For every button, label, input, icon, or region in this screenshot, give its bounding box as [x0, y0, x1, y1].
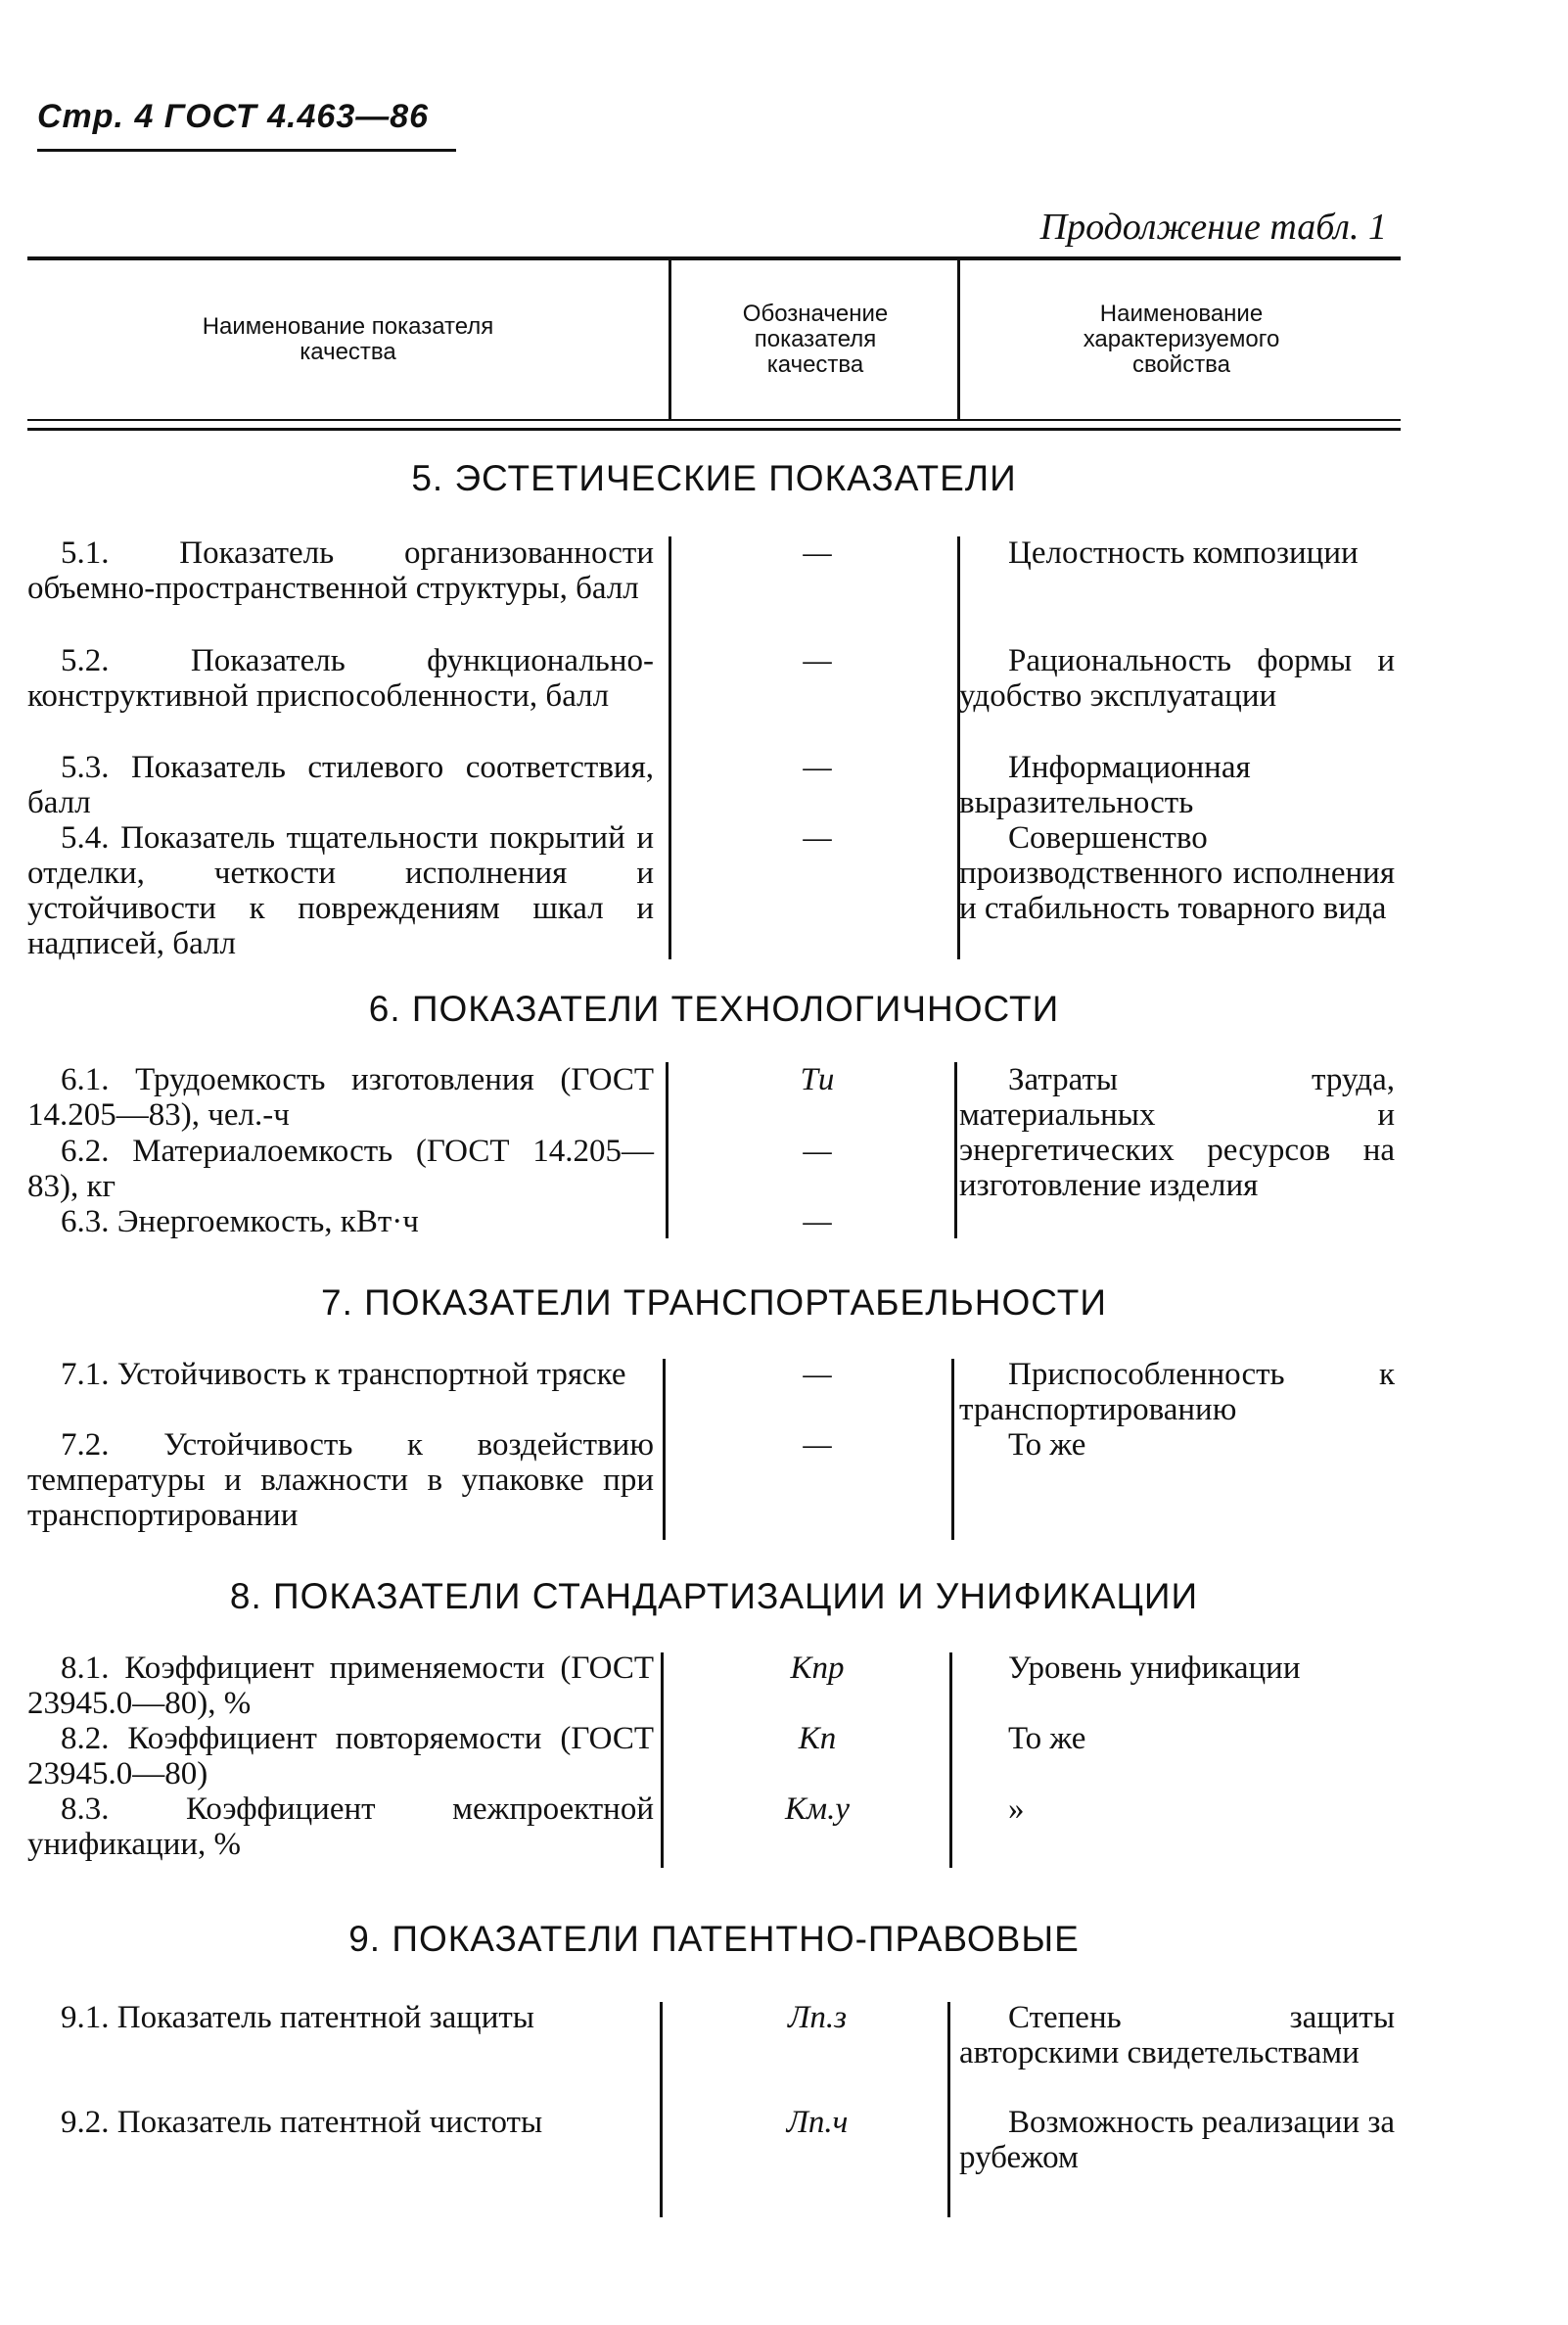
header-underline [37, 149, 456, 152]
column-separator [663, 1359, 666, 1540]
section-title: 5. ЭСТЕТИЧЕСКИЕ ПОКАЗАТЕЛИ [411, 458, 1017, 498]
property-name: Затраты труда, материальных и энергетических ресурсов на изготовление изделия [959, 1062, 1395, 1203]
section-title: 7. ПОКАЗАТЕЛИ ТРАНСПОРТАБЕЛЬНОСТИ [321, 1282, 1107, 1323]
column-separator [661, 1652, 664, 1868]
section-title: 6. ПОКАЗАТЕЛИ ТЕХНОЛОГИЧНОСТИ [368, 989, 1060, 1029]
indicator-name: 9.2. Показатель патентной чистоты [61, 2105, 543, 2140]
indicator-designation: — [803, 1204, 832, 1239]
indicator-name: 5.4. Показатель тщательности покрытий и отделки, четкости исполнения и устойчивости к повреждениям шкал и надписей, балл [27, 820, 654, 961]
column-separator [951, 1359, 954, 1540]
indicator-designation: Лп.з [788, 2000, 847, 2035]
property-name: Совершенство производственного исполнения и стабильность товарного вида [959, 820, 1395, 926]
indicator-designation: Tи [800, 1062, 835, 1097]
property-name: Уровень унификации [1008, 1651, 1301, 1686]
property-name: Степень защиты авторскими свидетельствами [959, 2000, 1395, 2070]
indicator-designation: — [803, 750, 832, 785]
indicator-name: 5.3. Показатель стилевого соответствия, балл [27, 750, 654, 820]
property-name: Информационная выразительность [959, 750, 1251, 820]
indicator-designation: — [803, 643, 832, 678]
column-separator [660, 2002, 663, 2217]
property-name: То же [1008, 1721, 1086, 1756]
column-header-name: Наименование показателя качества [202, 313, 494, 365]
column-header-designation: Обозначение показателя качества [742, 301, 889, 378]
indicator-designation: Лп.ч [786, 2105, 849, 2140]
indicator-name: 7.2. Устойчивость к воздействию температуры и влажности в упаковке при транспортировании [27, 1427, 654, 1533]
table-continuation-label: Продолжение табл. 1 [1039, 207, 1387, 248]
indicator-name: 7.1. Устойчивость к транспортной тряске [61, 1357, 626, 1392]
indicator-designation: Kм.у [785, 1791, 850, 1827]
column-separator [666, 1062, 669, 1238]
indicator-designation: — [803, 820, 832, 856]
indicator-designation: — [803, 535, 832, 571]
column-header-property: Наименование характеризуемого свойства [1083, 301, 1280, 378]
indicator-name: 6.3. Энергоемкость, кВт·ч [61, 1204, 419, 1239]
indicator-name: 8.1. Коэффициент применяемости (ГОСТ 23945.0—80), % [27, 1651, 654, 1721]
indicator-designation: Kп [798, 1721, 837, 1756]
column-separator [957, 260, 960, 419]
indicator-name: 8.2. Коэффициент повторяемости (ГОСТ 23945.0—80) [27, 1721, 654, 1791]
section-title: 9. ПОКАЗАТЕЛИ ПАТЕНТНО-ПРАВОВЫЕ [348, 1919, 1080, 1959]
indicator-designation: — [803, 1134, 832, 1169]
column-separator [669, 260, 671, 419]
indicator-designation: Kпр [790, 1651, 845, 1686]
indicator-name: 9.1. Показатель патентной защиты [61, 2000, 534, 2035]
indicator-designation: — [803, 1427, 832, 1463]
page-header: Стр. 4 ГОСТ 4.463—86 [37, 98, 430, 135]
property-name: Приспособленность к транспортированию [959, 1357, 1395, 1427]
property-name: Рациональность формы и удобство эксплуатации [959, 643, 1395, 714]
indicator-name: 6.2. Материалоемкость (ГОСТ 14.205—83), кг [27, 1134, 654, 1204]
column-separator [954, 1062, 957, 1238]
property-name: То же [1008, 1427, 1086, 1463]
column-separator [949, 1652, 952, 1868]
column-separator [669, 536, 671, 959]
property-name: » [1008, 1791, 1025, 1827]
property-name: Целостность композиции [1008, 535, 1359, 571]
header-bottom-rule [27, 419, 1401, 421]
property-name: Возможность реализации за рубежом [959, 2105, 1396, 2175]
indicator-name: 5.1. Показатель организованности объемно-пространственной структуры, балл [27, 535, 654, 606]
section-title: 8. ПОКАЗАТЕЛИ СТАНДАРТИЗАЦИИ И УНИФИКАЦИИ [229, 1576, 1199, 1616]
header-bottom-rule-double [27, 428, 1401, 431]
indicator-name: 8.3. Коэффициент межпроектной унификации, % [27, 1791, 654, 1862]
indicator-name: 5.2. Показатель функционально-конструктивной приспособленности, балл [27, 643, 654, 714]
indicator-name: 6.1. Трудоемкость изготовления (ГОСТ 14.205—83), чел.-ч [27, 1062, 654, 1133]
indicator-designation: — [803, 1357, 832, 1392]
